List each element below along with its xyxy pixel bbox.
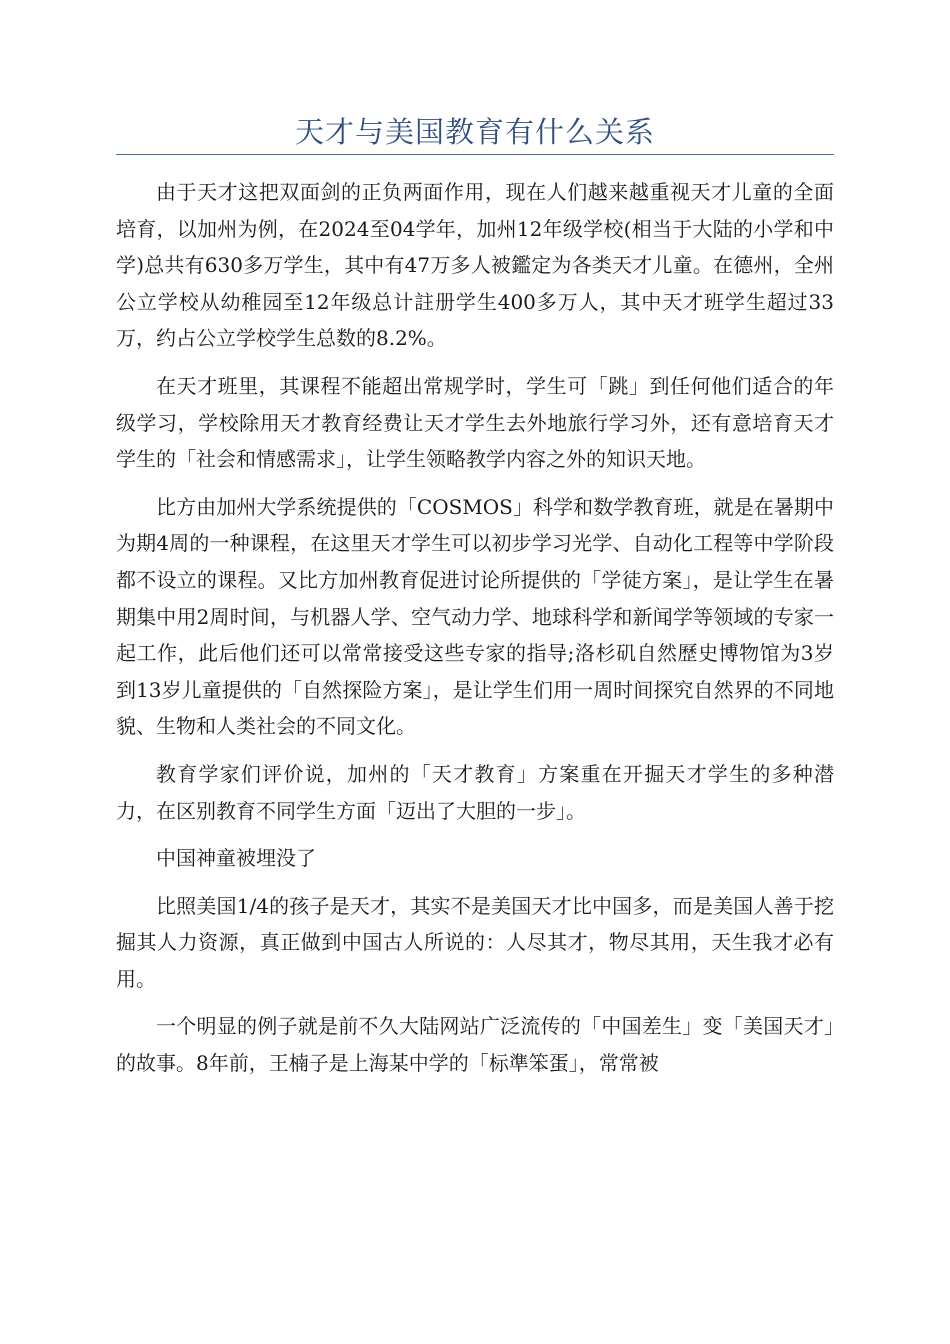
- section-heading: 中国神童被埋没了: [156, 846, 316, 871]
- document-title: 天才与美国教育有什么关系: [294, 115, 655, 149]
- paragraph: 在天才班里，其课程不能超出常规学时，学生可「跳」到任何他们适合的年级学习，学校除用天才教育经费让天才学生去外地旅行学习外，还有意培育天才学生的「社会和情感需求」，让学生领略教学内容之外的知识天地。: [116, 373, 834, 472]
- paragraph: 一个明显的例子就是前不久大陆网站广泛流传的「中国差生」变「美国天才」的故事。8年前，王楠子是上海某中学的「标準笨蛋」，常常被: [116, 1014, 834, 1076]
- paragraph: 教育学家们评价说，加州的「天才教育」方案重在开掘天才学生的多种潜力，在区别教育不同学生方面「迈出了大胆的一步」。: [116, 761, 834, 823]
- document-body: [116, 174, 834, 1093]
- paragraph: 比方由加州大学系统提供的「COSMOS」科学和数学教育班，就是在暑期中为期4周的一种课程，在这里天才学生可以初步学习光学、自动化工程等中学阶段都不设立的课程。又比方加州教育促进讨论所提供的「学徒方案」，是让学生在暑期集中用2周时间，与机器人学、空气动力学、地球科学和新闻学等领域的专家一起工作，此后他们还可以常常接受这些专家的指导;洛杉矶自然歷史博物馆为3岁到13岁儿童提供的「自然探险方案」，是让学生们用一周时间探究自然界的不同地貌、生物和人类社会的不同文化。: [116, 494, 834, 739]
- title-underline: [116, 154, 834, 155]
- paragraph: 比照美国1/4的孩子是天才，其实不是美国天才比中国多，而是美国人善于挖掘其人力资源，真正做到中国古人所说的：人尽其才，物尽其用，天生我才必有用。: [116, 893, 834, 991]
- paragraph: 由于天才这把双面剑的正负两面作用，现在人们越来越重视天才儿童的全面培育，以加州为例，在2024至04学年，加州12年级学校(相当于大陆的小学和中学)总共有630多万学生，其中有47万多人被鑑定为各类天才儿童。在德州，全州公立学校从幼稚园至12年级总计註册学生400多万人，其中天才班学生超过33万，约占公立学校学生总数的8.2%。: [116, 180, 834, 351]
